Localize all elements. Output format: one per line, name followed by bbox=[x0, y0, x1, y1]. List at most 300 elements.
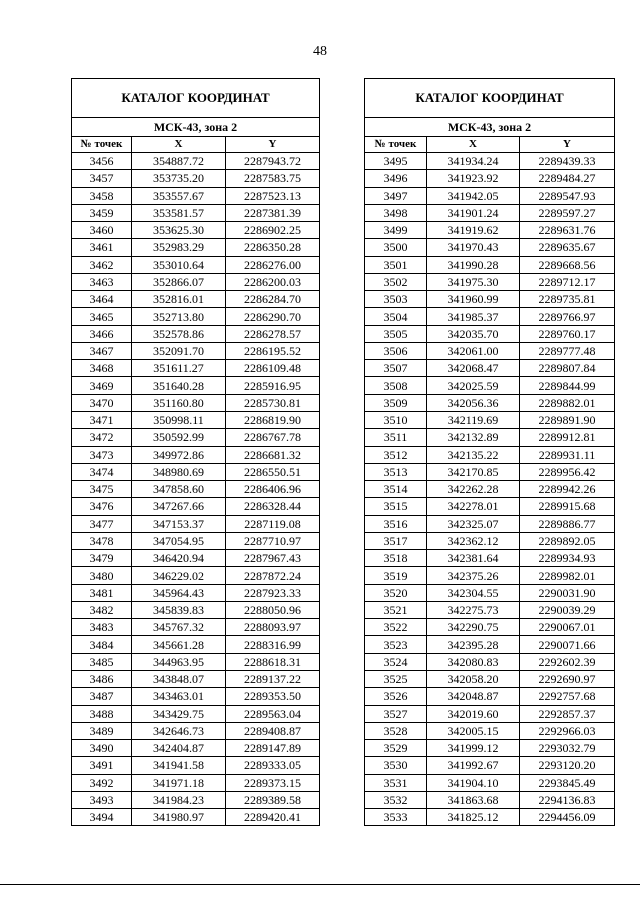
cell-x: 342005.15 bbox=[427, 722, 520, 739]
cell-x: 341901.24 bbox=[427, 204, 520, 221]
cell-x: 342035.70 bbox=[427, 325, 520, 342]
cell-y: 2285916.95 bbox=[226, 377, 320, 394]
cell-x: 342278.01 bbox=[427, 498, 520, 515]
cell-y: 2288093.97 bbox=[226, 619, 320, 636]
cell-x: 342135.22 bbox=[427, 446, 520, 463]
table-row bbox=[365, 463, 615, 480]
cell-point-number: 3460 bbox=[72, 222, 132, 239]
cell-x: 344963.95 bbox=[132, 653, 226, 670]
cell-y: 2290031.90 bbox=[520, 584, 615, 601]
cell-point-number: 3526 bbox=[365, 688, 427, 705]
cell-x: 342290.75 bbox=[427, 619, 520, 636]
cell-point-number: 3469 bbox=[72, 377, 132, 394]
bottom-rule bbox=[0, 884, 640, 885]
cell-point-number: 3509 bbox=[365, 394, 427, 411]
table-row bbox=[365, 256, 615, 273]
table-row bbox=[72, 670, 320, 687]
cell-y: 2287872.24 bbox=[226, 567, 320, 584]
cell-point-number: 3498 bbox=[365, 204, 427, 221]
cell-point-number: 3510 bbox=[365, 411, 427, 428]
cell-x: 345661.28 bbox=[132, 636, 226, 653]
cell-y: 2289915.68 bbox=[520, 498, 615, 515]
table-row bbox=[365, 204, 615, 221]
cell-point-number: 3529 bbox=[365, 740, 427, 757]
cell-point-number: 3533 bbox=[365, 809, 427, 826]
cell-x: 353735.20 bbox=[132, 170, 226, 187]
cell-point-number: 3524 bbox=[365, 653, 427, 670]
cell-y: 2289408.87 bbox=[226, 722, 320, 739]
table-row bbox=[72, 636, 320, 653]
cell-y: 2287523.13 bbox=[226, 187, 320, 204]
table-row bbox=[365, 411, 615, 428]
cell-point-number: 3513 bbox=[365, 463, 427, 480]
cell-y: 2289147.89 bbox=[226, 740, 320, 757]
cell-x: 341999.12 bbox=[427, 740, 520, 757]
table-row bbox=[72, 170, 320, 187]
cell-point-number: 3525 bbox=[365, 670, 427, 687]
cell-point-number: 3472 bbox=[72, 429, 132, 446]
cell-y: 2286278.57 bbox=[226, 325, 320, 342]
cell-y: 2289760.17 bbox=[520, 325, 615, 342]
cell-y: 2286767.78 bbox=[226, 429, 320, 446]
cell-x: 341919.62 bbox=[427, 222, 520, 239]
table-row bbox=[72, 809, 320, 826]
table-row bbox=[365, 481, 615, 498]
cell-point-number: 3471 bbox=[72, 411, 132, 428]
cell-point-number: 3478 bbox=[72, 532, 132, 549]
column-header-x: X bbox=[427, 137, 520, 153]
table-row bbox=[72, 774, 320, 791]
cell-y: 2289982.01 bbox=[520, 567, 615, 584]
table-row bbox=[365, 774, 615, 791]
coordinate-catalog-right bbox=[364, 78, 615, 826]
cell-point-number: 3493 bbox=[72, 791, 132, 808]
cell-point-number: 3463 bbox=[72, 273, 132, 290]
table-row bbox=[365, 809, 615, 826]
cell-y: 2287583.75 bbox=[226, 170, 320, 187]
cell-y: 2293120.20 bbox=[520, 757, 615, 774]
cell-y: 2289942.26 bbox=[520, 481, 615, 498]
cell-point-number: 3522 bbox=[365, 619, 427, 636]
cell-y: 2289635.67 bbox=[520, 239, 615, 256]
table-row bbox=[72, 705, 320, 722]
table-row bbox=[72, 273, 320, 290]
catalog-body bbox=[365, 153, 615, 826]
cell-point-number: 3477 bbox=[72, 515, 132, 532]
table-row bbox=[365, 273, 615, 290]
table-row bbox=[72, 308, 320, 325]
cell-x: 341934.24 bbox=[427, 153, 520, 170]
table-row bbox=[365, 653, 615, 670]
cell-y: 2289389.58 bbox=[226, 791, 320, 808]
cell-point-number: 3484 bbox=[72, 636, 132, 653]
table-row bbox=[72, 222, 320, 239]
cell-point-number: 3488 bbox=[72, 705, 132, 722]
cell-point-number: 3494 bbox=[72, 809, 132, 826]
cell-point-number: 3512 bbox=[365, 446, 427, 463]
cell-point-number: 3530 bbox=[365, 757, 427, 774]
cell-y: 2289137.22 bbox=[226, 670, 320, 687]
cell-point-number: 3495 bbox=[365, 153, 427, 170]
cell-x: 353010.64 bbox=[132, 256, 226, 273]
table-row bbox=[365, 446, 615, 463]
cell-y: 2289484.27 bbox=[520, 170, 615, 187]
cell-y: 2292757.68 bbox=[520, 688, 615, 705]
cell-point-number: 3489 bbox=[72, 722, 132, 739]
cell-y: 2287119.08 bbox=[226, 515, 320, 532]
cell-point-number: 3515 bbox=[365, 498, 427, 515]
cell-point-number: 3470 bbox=[72, 394, 132, 411]
cell-x: 352091.70 bbox=[132, 342, 226, 359]
table-row bbox=[365, 153, 615, 170]
cell-y: 2286290.70 bbox=[226, 308, 320, 325]
table-row bbox=[365, 222, 615, 239]
cell-x: 342048.87 bbox=[427, 688, 520, 705]
cell-y: 2289882.01 bbox=[520, 394, 615, 411]
cell-y: 2289777.48 bbox=[520, 342, 615, 359]
cell-point-number: 3483 bbox=[72, 619, 132, 636]
table-row bbox=[365, 722, 615, 739]
cell-y: 2289712.17 bbox=[520, 273, 615, 290]
table-row bbox=[72, 291, 320, 308]
table-row bbox=[72, 688, 320, 705]
catalog-body bbox=[72, 153, 320, 826]
table-row bbox=[72, 153, 320, 170]
cell-point-number: 3500 bbox=[365, 239, 427, 256]
cell-point-number: 3485 bbox=[72, 653, 132, 670]
table-row bbox=[365, 601, 615, 618]
cell-y: 2286195.52 bbox=[226, 342, 320, 359]
cell-y: 2289547.93 bbox=[520, 187, 615, 204]
cell-y: 2285730.81 bbox=[226, 394, 320, 411]
cell-x: 353581.57 bbox=[132, 204, 226, 221]
table-row bbox=[72, 757, 320, 774]
cell-point-number: 3506 bbox=[365, 342, 427, 359]
cell-point-number: 3458 bbox=[72, 187, 132, 204]
cell-x: 349972.86 bbox=[132, 446, 226, 463]
cell-point-number: 3531 bbox=[365, 774, 427, 791]
cell-y: 2293845.49 bbox=[520, 774, 615, 791]
cell-y: 2290067.01 bbox=[520, 619, 615, 636]
cell-y: 2289563.04 bbox=[226, 705, 320, 722]
catalog-title: КАТАЛОГ КООРДИНАТ bbox=[72, 79, 320, 118]
cell-point-number: 3505 bbox=[365, 325, 427, 342]
cell-point-number: 3518 bbox=[365, 550, 427, 567]
table-row bbox=[72, 463, 320, 480]
cell-point-number: 3491 bbox=[72, 757, 132, 774]
cell-y: 2286328.44 bbox=[226, 498, 320, 515]
cell-point-number: 3516 bbox=[365, 515, 427, 532]
table-row bbox=[365, 342, 615, 359]
cell-y: 2289934.93 bbox=[520, 550, 615, 567]
cell-y: 2286276.00 bbox=[226, 256, 320, 273]
table-row bbox=[365, 515, 615, 532]
cell-point-number: 3466 bbox=[72, 325, 132, 342]
cell-y: 2286350.28 bbox=[226, 239, 320, 256]
cell-point-number: 3497 bbox=[365, 187, 427, 204]
cell-x: 345767.32 bbox=[132, 619, 226, 636]
cell-y: 2286902.25 bbox=[226, 222, 320, 239]
cell-x: 343429.75 bbox=[132, 705, 226, 722]
cell-x: 352866.07 bbox=[132, 273, 226, 290]
cell-x: 342375.26 bbox=[427, 567, 520, 584]
cell-x: 341992.67 bbox=[427, 757, 520, 774]
cell-x: 351611.27 bbox=[132, 360, 226, 377]
column-header-x: X bbox=[132, 137, 226, 153]
table-row bbox=[365, 636, 615, 653]
cell-point-number: 3504 bbox=[365, 308, 427, 325]
cell-x: 342404.87 bbox=[132, 740, 226, 757]
cell-x: 347054.95 bbox=[132, 532, 226, 549]
cell-x: 342019.60 bbox=[427, 705, 520, 722]
cell-x: 347153.37 bbox=[132, 515, 226, 532]
table-row bbox=[72, 360, 320, 377]
table-row bbox=[72, 498, 320, 515]
cell-y: 2289891.90 bbox=[520, 411, 615, 428]
cell-point-number: 3464 bbox=[72, 291, 132, 308]
cell-y: 2289735.81 bbox=[520, 291, 615, 308]
cell-point-number: 3521 bbox=[365, 601, 427, 618]
cell-x: 342304.55 bbox=[427, 584, 520, 601]
cell-y: 2289766.97 bbox=[520, 308, 615, 325]
cell-y: 2292966.03 bbox=[520, 722, 615, 739]
table-row bbox=[72, 377, 320, 394]
table-row bbox=[365, 239, 615, 256]
cell-point-number: 3514 bbox=[365, 481, 427, 498]
table-row bbox=[365, 791, 615, 808]
cell-x: 342262.28 bbox=[427, 481, 520, 498]
cell-point-number: 3517 bbox=[365, 532, 427, 549]
cell-x: 341984.23 bbox=[132, 791, 226, 808]
cell-y: 2286819.90 bbox=[226, 411, 320, 428]
cell-point-number: 3523 bbox=[365, 636, 427, 653]
cell-x: 353625.30 bbox=[132, 222, 226, 239]
table-row bbox=[365, 619, 615, 636]
cell-x: 342119.69 bbox=[427, 411, 520, 428]
cell-point-number: 3507 bbox=[365, 360, 427, 377]
cell-y: 2289439.33 bbox=[520, 153, 615, 170]
cell-y: 2289373.15 bbox=[226, 774, 320, 791]
table-row bbox=[72, 411, 320, 428]
cell-x: 342025.59 bbox=[427, 377, 520, 394]
table-row bbox=[72, 550, 320, 567]
cell-x: 354887.72 bbox=[132, 153, 226, 170]
cell-point-number: 3465 bbox=[72, 308, 132, 325]
cell-point-number: 3480 bbox=[72, 567, 132, 584]
cell-x: 341904.10 bbox=[427, 774, 520, 791]
cell-y: 2288050.96 bbox=[226, 601, 320, 618]
cell-y: 2289668.56 bbox=[520, 256, 615, 273]
table-row bbox=[72, 791, 320, 808]
table-row bbox=[72, 394, 320, 411]
table-row bbox=[72, 481, 320, 498]
cell-y: 2286200.03 bbox=[226, 273, 320, 290]
cell-point-number: 3492 bbox=[72, 774, 132, 791]
table-row bbox=[365, 170, 615, 187]
table-row bbox=[365, 325, 615, 342]
cell-x: 342056.36 bbox=[427, 394, 520, 411]
cell-x: 341942.05 bbox=[427, 187, 520, 204]
table-row bbox=[365, 429, 615, 446]
cell-x: 341980.97 bbox=[132, 809, 226, 826]
table-row bbox=[72, 256, 320, 273]
cell-y: 2287923.33 bbox=[226, 584, 320, 601]
cell-x: 348980.69 bbox=[132, 463, 226, 480]
cell-x: 341971.18 bbox=[132, 774, 226, 791]
table-row bbox=[365, 187, 615, 204]
cell-x: 342325.07 bbox=[427, 515, 520, 532]
cell-y: 2286109.48 bbox=[226, 360, 320, 377]
cell-y: 2286550.51 bbox=[226, 463, 320, 480]
cell-x: 341825.12 bbox=[427, 809, 520, 826]
cell-point-number: 3486 bbox=[72, 670, 132, 687]
cell-x: 350998.11 bbox=[132, 411, 226, 428]
table-row bbox=[72, 204, 320, 221]
cell-y: 2286284.70 bbox=[226, 291, 320, 308]
cell-y: 2289420.41 bbox=[226, 809, 320, 826]
cell-point-number: 3527 bbox=[365, 705, 427, 722]
table-row bbox=[365, 394, 615, 411]
cell-x: 341985.37 bbox=[427, 308, 520, 325]
cell-x: 342080.83 bbox=[427, 653, 520, 670]
cell-x: 341941.58 bbox=[132, 757, 226, 774]
table-row bbox=[365, 670, 615, 687]
table-row bbox=[72, 429, 320, 446]
cell-y: 2289931.11 bbox=[520, 446, 615, 463]
cell-point-number: 3456 bbox=[72, 153, 132, 170]
cell-y: 2287967.43 bbox=[226, 550, 320, 567]
cell-point-number: 3487 bbox=[72, 688, 132, 705]
cell-point-number: 3482 bbox=[72, 601, 132, 618]
cell-point-number: 3459 bbox=[72, 204, 132, 221]
cell-point-number: 3528 bbox=[365, 722, 427, 739]
cell-x: 341960.99 bbox=[427, 291, 520, 308]
table-row bbox=[365, 291, 615, 308]
page-number: 48 bbox=[313, 44, 327, 59]
cell-y: 2294136.83 bbox=[520, 791, 615, 808]
cell-x: 343463.01 bbox=[132, 688, 226, 705]
cell-point-number: 3461 bbox=[72, 239, 132, 256]
cell-y: 2289844.99 bbox=[520, 377, 615, 394]
cell-point-number: 3476 bbox=[72, 498, 132, 515]
cell-x: 341970.43 bbox=[427, 239, 520, 256]
cell-x: 353557.67 bbox=[132, 187, 226, 204]
coordinate-catalog-left bbox=[71, 78, 320, 826]
cell-y: 2289886.77 bbox=[520, 515, 615, 532]
cell-x: 342275.73 bbox=[427, 601, 520, 618]
cell-x: 342395.28 bbox=[427, 636, 520, 653]
cell-point-number: 3474 bbox=[72, 463, 132, 480]
table-row bbox=[72, 722, 320, 739]
cell-y: 2292857.37 bbox=[520, 705, 615, 722]
table-row bbox=[365, 532, 615, 549]
cell-y: 2289353.50 bbox=[226, 688, 320, 705]
cell-y: 2289912.81 bbox=[520, 429, 615, 446]
cell-x: 352816.01 bbox=[132, 291, 226, 308]
table-row bbox=[365, 740, 615, 757]
cell-x: 352713.80 bbox=[132, 308, 226, 325]
cell-x: 346229.02 bbox=[132, 567, 226, 584]
table-row bbox=[365, 498, 615, 515]
table-row bbox=[72, 740, 320, 757]
cell-y: 2290071.66 bbox=[520, 636, 615, 653]
cell-point-number: 3503 bbox=[365, 291, 427, 308]
cell-y: 2290039.29 bbox=[520, 601, 615, 618]
cell-point-number: 3462 bbox=[72, 256, 132, 273]
cell-x: 346420.94 bbox=[132, 550, 226, 567]
cell-point-number: 3520 bbox=[365, 584, 427, 601]
table-row bbox=[72, 601, 320, 618]
cell-y: 2286681.32 bbox=[226, 446, 320, 463]
table-row bbox=[72, 584, 320, 601]
table-row bbox=[365, 584, 615, 601]
cell-x: 341863.68 bbox=[427, 791, 520, 808]
cell-y: 2292690.97 bbox=[520, 670, 615, 687]
table-row bbox=[72, 446, 320, 463]
cell-x: 345964.43 bbox=[132, 584, 226, 601]
cell-y: 2292602.39 bbox=[520, 653, 615, 670]
table-row bbox=[72, 567, 320, 584]
cell-point-number: 3532 bbox=[365, 791, 427, 808]
table-row bbox=[72, 653, 320, 670]
cell-y: 2289807.84 bbox=[520, 360, 615, 377]
cell-y: 2289892.05 bbox=[520, 532, 615, 549]
catalog-subtitle: МСК-43, зона 2 bbox=[365, 118, 615, 137]
cell-point-number: 3479 bbox=[72, 550, 132, 567]
cell-x: 343848.07 bbox=[132, 670, 226, 687]
table-row bbox=[365, 757, 615, 774]
table-row bbox=[72, 515, 320, 532]
cell-x: 345839.83 bbox=[132, 601, 226, 618]
column-header-y: Y bbox=[226, 137, 320, 153]
cell-point-number: 3467 bbox=[72, 342, 132, 359]
cell-point-number: 3499 bbox=[365, 222, 427, 239]
table-row bbox=[72, 187, 320, 204]
cell-x: 341975.30 bbox=[427, 273, 520, 290]
table-row bbox=[72, 532, 320, 549]
cell-x: 342362.12 bbox=[427, 532, 520, 549]
table-row bbox=[72, 325, 320, 342]
cell-x: 342132.89 bbox=[427, 429, 520, 446]
column-header-y: Y bbox=[520, 137, 615, 153]
cell-x: 342381.64 bbox=[427, 550, 520, 567]
cell-point-number: 3519 bbox=[365, 567, 427, 584]
cell-x: 352983.29 bbox=[132, 239, 226, 256]
cell-y: 2288618.31 bbox=[226, 653, 320, 670]
cell-x: 352578.86 bbox=[132, 325, 226, 342]
cell-x: 342068.47 bbox=[427, 360, 520, 377]
cell-point-number: 3481 bbox=[72, 584, 132, 601]
table-row bbox=[365, 360, 615, 377]
cell-point-number: 3511 bbox=[365, 429, 427, 446]
cell-point-number: 3473 bbox=[72, 446, 132, 463]
cell-y: 2289956.42 bbox=[520, 463, 615, 480]
cell-x: 342061.00 bbox=[427, 342, 520, 359]
cell-y: 2288316.99 bbox=[226, 636, 320, 653]
cell-x: 342646.73 bbox=[132, 722, 226, 739]
cell-point-number: 3501 bbox=[365, 256, 427, 273]
cell-point-number: 3475 bbox=[72, 481, 132, 498]
cell-y: 2287381.39 bbox=[226, 204, 320, 221]
table-row bbox=[72, 239, 320, 256]
cell-y: 2286406.96 bbox=[226, 481, 320, 498]
table-row bbox=[365, 567, 615, 584]
cell-point-number: 3502 bbox=[365, 273, 427, 290]
column-header-point: № точек bbox=[365, 137, 427, 153]
cell-point-number: 3468 bbox=[72, 360, 132, 377]
table-row bbox=[72, 342, 320, 359]
cell-point-number: 3508 bbox=[365, 377, 427, 394]
